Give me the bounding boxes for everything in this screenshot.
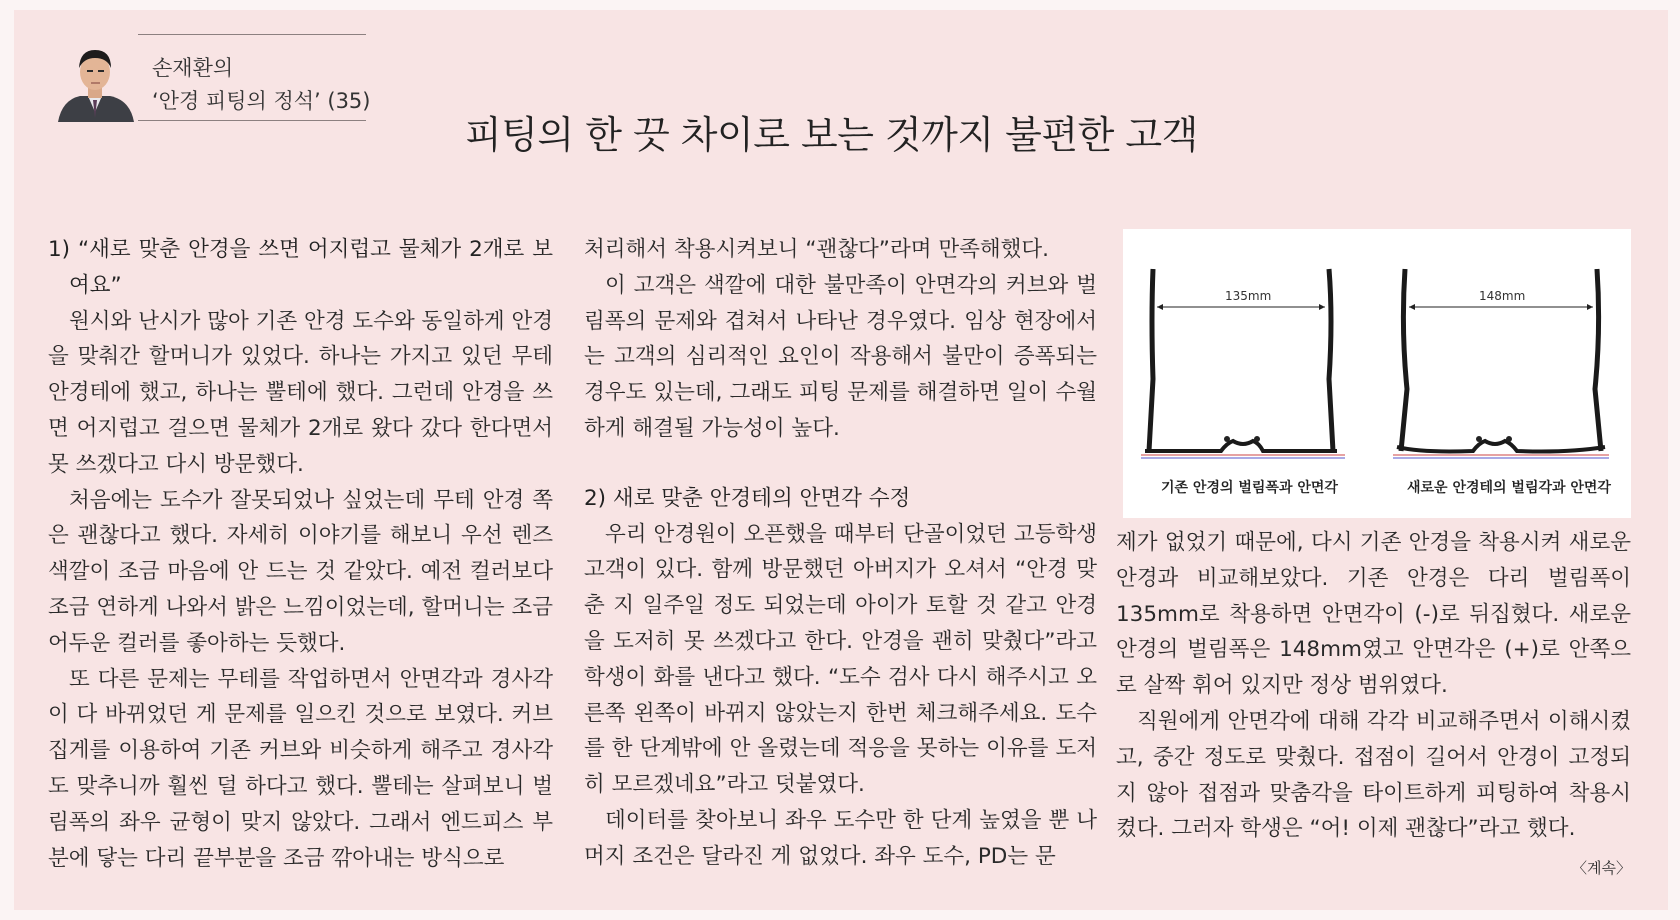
series-title: ‘안경 피팅의 정석’ (35) [152, 89, 371, 113]
author-block [48, 32, 371, 122]
paragraph: 이 고객은 색깔에 대한 불만족이 안면각의 커브와 벌림폭의 문제와 겹쳐서 나타난 경우였다. 임상 현장에서는 고객의 심리적인 요인이 작용해서 불만이 증폭되는 경우도 있는데, 그래도 피팅 문제를 해결하면 일이 수월하게 해결될 가능성이 높다. [584, 272, 1097, 441]
paragraph: 데이터를 찾아보니 좌우 도수만 한 단계 높였을 뿐 나머지 조건은 달라진 게 없었다. 좌우 도수, PD는 문 [584, 807, 1097, 869]
glasses-comparison-figure [1123, 229, 1631, 518]
paragraph: 우리 안경원이 오픈했을 때부터 단골이었던 고등학생 고객이 있다. 함께 방문했던 아버지가 오셔서 “안경 맞춘 지 일주일 정도 되었는데 아이가 토할 것 같고 안경을 도저히 못 쓰겠다고 한다. 안경을 괜히 맞췄다”라고 학생이 화를 낸다고 했다. “도수 검사 다시 해주시고 오른쪽 왼쪽이 바뀌지 않았는지 한번 체크해주세요. 도수를 한 단계밖에 안 올렸는데 적응을 못하는 이유를 도저히 모르겠네요”라고 덧붙였다. [584, 521, 1097, 798]
paragraph: 원시와 난시가 많아 기존 안경 도수와 동일하게 안경을 맞춰간 할머니가 있었다. 하나는 가지고 있던 무테 안경테에 했고, 하나는 뿔테에 했다. 그런데 안경을 쓰면 어지럽고 걸으면 물체가 2개로 왔다 갔다 한다면서 못 쓰겠다고 다시 방문했다. [48, 308, 553, 477]
paragraph: 처리해서 착용시켜보니 “괜찮다”라며 만족해했다. [584, 237, 1049, 262]
article-column-1 [48, 232, 553, 876]
headline: 피팅의 한 끗 차이로 보는 것까지 불편한 고객 [465, 113, 1198, 157]
paragraph: 또 다른 문제는 무테를 작업하면서 안면각과 경사각이 다 바뀌었던 게 문제를 일으킨 것으로 보였다. 커브집게를 이용하여 기존 커브와 비슷하게 해주고 경사각도 맞추니까 훨씬 덜 하다고 했다. 뿔테는 살펴보니 벌림폭의 좌우 균형이 맞지 않았다. 그래서 엔드피스 부분에 닿는 다리 끝부분을 조금 깎아내는 방식으로 [48, 666, 553, 871]
measure-label: 148mm [1479, 289, 1526, 303]
author-name: 손재환의 [152, 56, 234, 80]
paragraph-text: 직원에게 안면각에 대해 각각 비교해주면서 이해시켰고, 중간 정도로 맞췄다. 접점이 길어서 안경이 고정되지 않아 접점과 맞춤각을 타이트하게 피팅하여 착용시켰다. 그러자 학생은 “어! 이제 괜찮다”라고 했다. [1116, 708, 1631, 842]
divider [138, 34, 366, 35]
article-column-3 [1116, 525, 1631, 887]
article-column-2 [584, 232, 1097, 875]
figure-caption: 기존 안경의 벌림폭과 안면각 [1161, 480, 1338, 496]
measure-label: 135mm [1225, 289, 1272, 303]
paragraph [1116, 704, 1631, 878]
subheading: 1) “새로 맞춘 안경을 쓰면 어지럽고 물체가 2개로 보여요” [48, 237, 553, 298]
continued-mark: 〈계속〉 [1572, 859, 1631, 878]
figure-caption: 새로운 안경테의 벌림각과 안면각 [1407, 480, 1611, 496]
paragraph: 제가 없었기 때문에, 다시 기존 안경을 착용시켜 새로운 안경과 비교해보았다. 기존 안경은 다리 벌림폭이 135mm로 착용하면 안면각이 (-)로 뒤집혔다. 새로운 안경의 벌림폭은 148mm였고 안면각은 (+)로 안쪽으로 살짝 휘어 있지만 정상 범위였다. [1116, 530, 1631, 699]
subheading: 2) 새로 맞춘 안경테의 안면각 수정 [584, 485, 911, 511]
paragraph: 처음에는 도수가 잘못되었나 싶었는데 무테 안경 쪽은 괜찮다고 했다. 자세히 이야기를 해보니 우선 렌즈 색깔이 조금 마음에 안 드는 것 같았다. 예전 컬러보다 조금 연하게 나와서 밝은 느낌이었는데, 할머니는 조금 어두운 컬러를 좋아하는 듯했다. [48, 487, 553, 656]
divider [138, 120, 366, 121]
author-photo [54, 40, 136, 122]
